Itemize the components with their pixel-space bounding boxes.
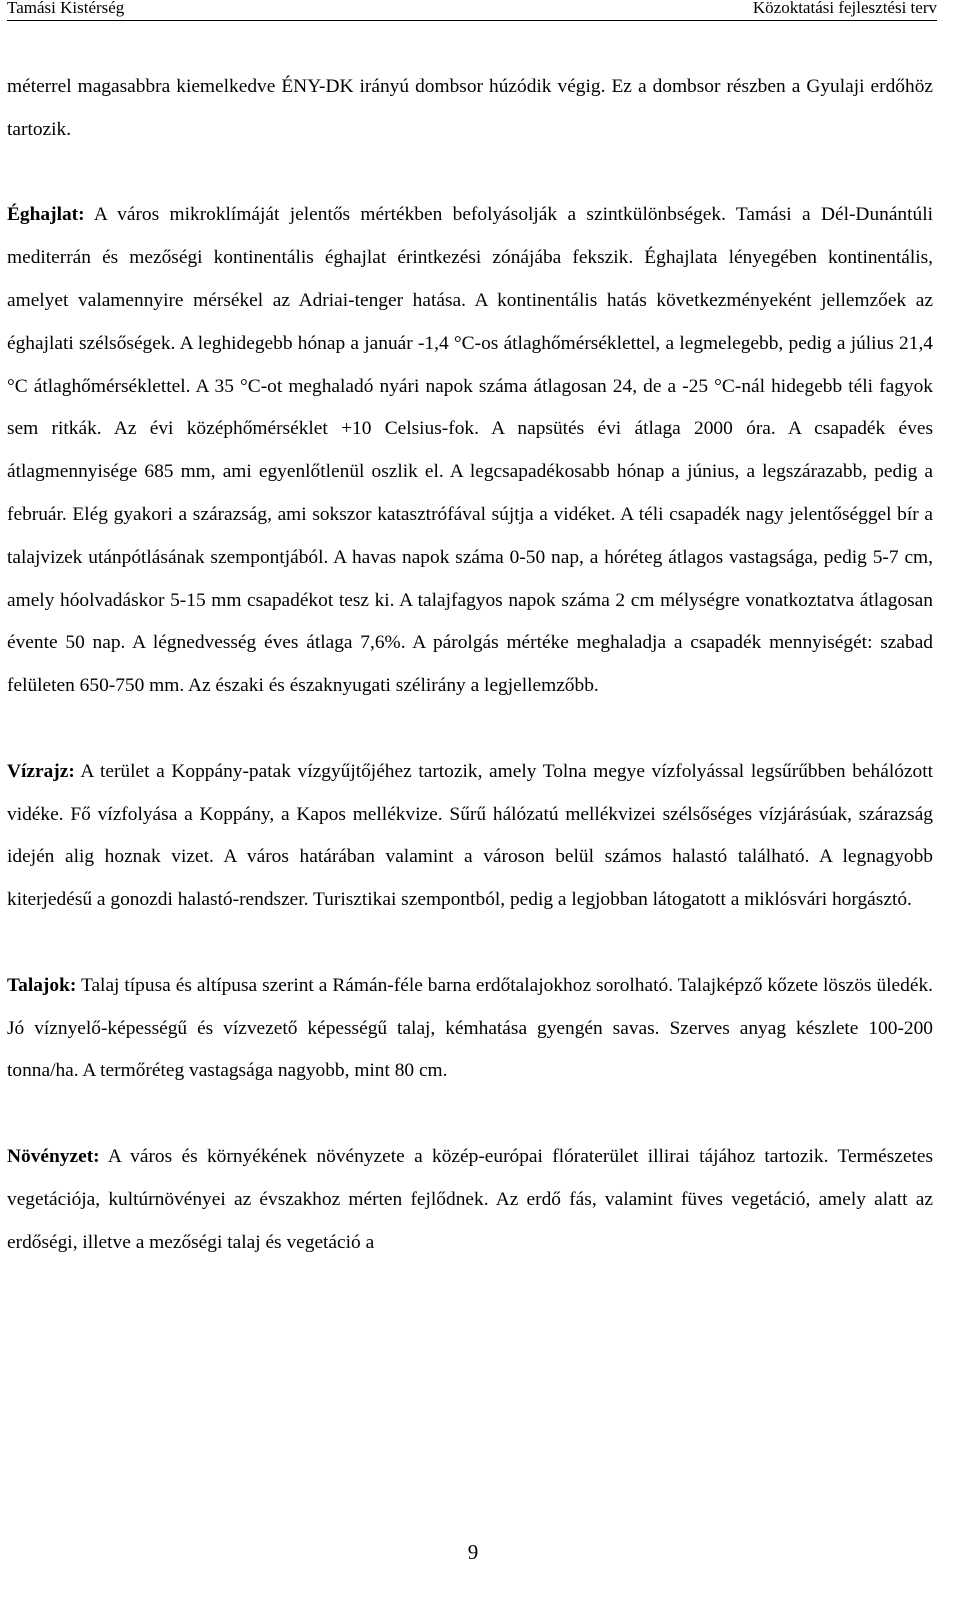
section-label-vegetation: Növényzet:: [7, 1145, 100, 1167]
paragraph-text: A terület a Koppány-patak vízgyűjtőjéhez tartozik, amely Tolna megye vízfolyással legsűrűbben behálózott vidéke. Fő vízfolyása a Koppány, a Kapos mellékvize. Sűrű hálózatú mellékvizei szélsőséges vízjárásúak, szárazság idején alig hoznak vizet. A város határában valamint a városon belül számos halastó található. A legnagyobb kiterjedésű a gonozdi halastó-rendszer. Turisztikai szempontból, pedig a legjobban látogatott a miklósvári horgásztó.: [7, 760, 933, 911]
section-label-soils: Talajok:: [7, 974, 77, 996]
paragraph-soils: [7, 965, 933, 1093]
paragraph-continuation: [7, 66, 933, 152]
paragraph-text: Talaj típusa és altípusa szerint a Rámán-féle barna erdőtalajokhoz sorolható. Talajképző kőzete löszös üledék. Jó víznyelő-képességű és vízvezető képességű talaj, kémhatása gyengén savas. Szerves anyag készlete 100-200 tonna/ha. A termőréteg vastagsága nagyobb, mint 80 cm.: [7, 974, 933, 1082]
running-header: [7, 0, 937, 21]
section-label-hydrography: Vízrajz:: [7, 760, 75, 782]
body-text: [7, 66, 933, 1264]
page-number: 9: [467, 1540, 479, 1564]
paragraph-hydrography: [7, 751, 933, 922]
header-left-title: Tamási Kistérség: [7, 0, 125, 17]
paragraph-vegetation: [7, 1136, 933, 1264]
paragraph-text: A város mikroklímáját jelentős mértékben befolyásolják a szintkülönbségek. Tamási a Dél-Dunántúli mediterrán és mezőségi kontinentális éghajlat érintkezési zónájába fekszik. Éghajlata lényegében kontinentális, amelyet valamennyire mérsékel az Adriai-tenger hatása. A kontinentális hatás következményeként jellemzőek az éghajlati szélsőségek. A leghidegebb hónap a január -1,4 °C-os átlaghőmérséklettel, a legmelegebb, pedig a július 21,4 °C átlaghőmérséklettel. A 35 °C-ot meghaladó nyári napok száma átlagosan 24, de a -25 °C-nál hidegebb téli fagyok sem ritkák. Az évi középhőmérséklet +10 Celsius-fok. A napsütés évi átlaga 2000 óra. A csapadék éves átlagmennyisége 685 mm, ami egyenlőtlenül oszlik el. A legcsapadékosabb hónap a június, a legszárazabb, pedig a február. Elég gyakori a szárazság, ami sokszor katasztrófával sújtja a vidéket. A téli csapadék nagy jelentőséggel bír a talajvizek utánpótlásának szempontjából. A havas napok száma 0-50 nap, a hóréteg átlagos vastagsága, pedig 5-7 cm, amely hóolvadáskor 5-15 mm csapadékot tesz ki. A talajfagyos napok száma 2 cm mélységre vonatkoztatva átlagosan évente 50 nap. A légnedvesség éves átlaga 7,6%. A párolgás mértéke meghaladja a csapadék mennyiségét: szabad felületen 650-750 mm. Az északi és északnyugati szélirány a legjellemzőbb.: [7, 204, 933, 697]
paragraph-climate: [7, 194, 933, 708]
paragraph-text: méterrel magasabbra kiemelkedve ÉNY-DK irányú dombsor húzódik végig. Ez a dombsor részben a Gyulaji erdőhöz tartozik.: [7, 76, 933, 140]
paragraph-text: A város és környékének növényzete a közép-európai flóraterület illirai tájához tartozik. Természetes vegetációja, kultúrnövényei az évszakhoz mérten fejlődnek. Az erdő fás, valamint füves vegetáció, amely alatt az erdőségi, illetve a mezőségi talaj és vegetáció a: [7, 1145, 933, 1253]
section-label-climate: Éghajlat:: [7, 204, 85, 226]
header-right-title: Közoktatási fejlesztési terv: [752, 0, 937, 17]
